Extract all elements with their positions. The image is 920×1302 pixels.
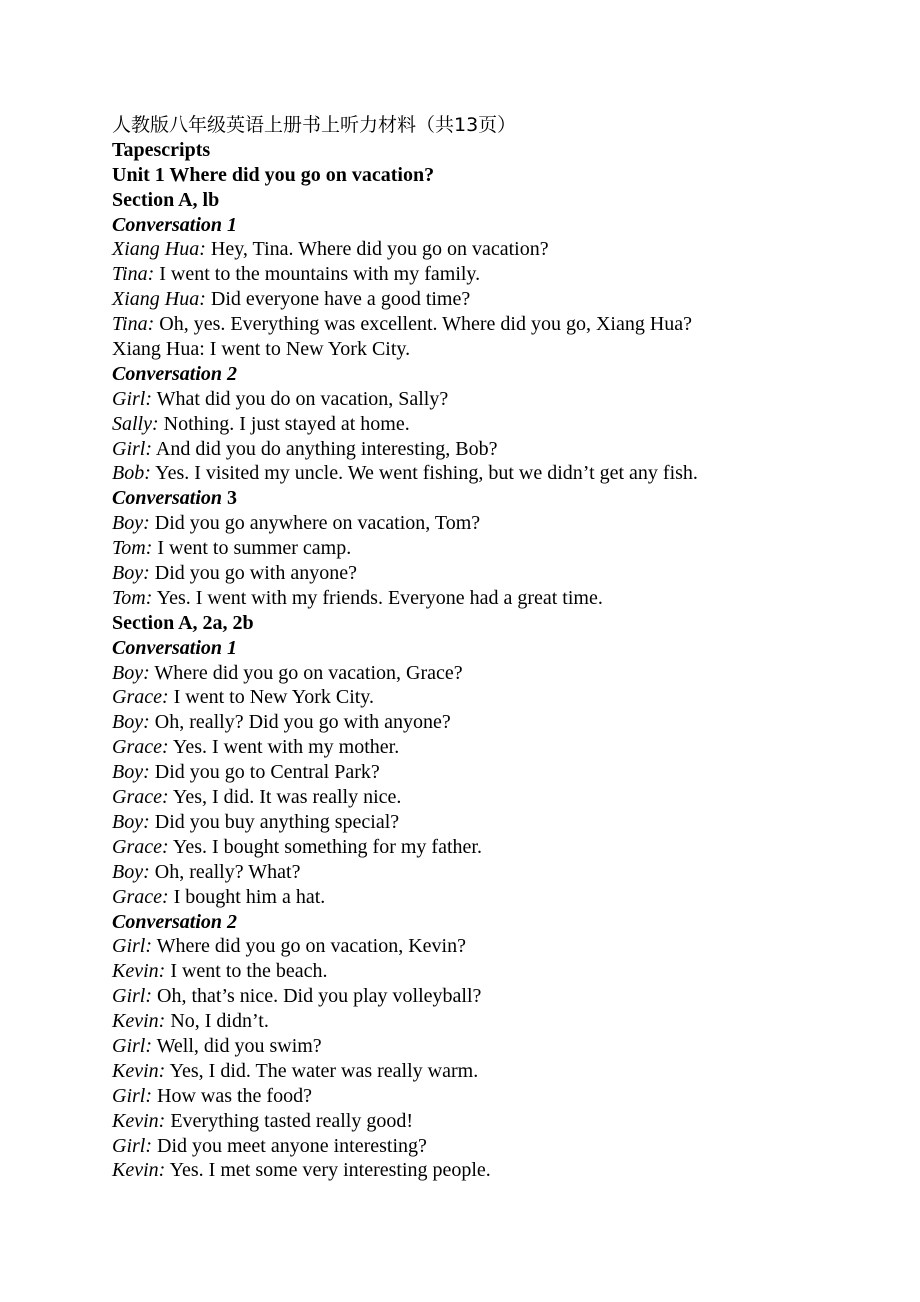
conversation-lines bbox=[112, 661, 892, 910]
dialogue-line bbox=[112, 511, 892, 536]
dialogue-line bbox=[112, 710, 892, 735]
dialogue-text: How was the food? bbox=[152, 1084, 312, 1107]
speaker-name: Bob: bbox=[112, 462, 151, 485]
speaker-name: Boy: bbox=[112, 860, 150, 883]
speaker-name: Boy: bbox=[112, 711, 150, 734]
dialogue-text: Yes, I did. It was really nice. bbox=[168, 786, 402, 809]
dialogue-line bbox=[112, 1134, 892, 1159]
tapescripts-heading: Tapescripts bbox=[112, 138, 211, 161]
dialogue-text: Oh, really? What? bbox=[149, 860, 301, 883]
dialogue-text: Oh, yes. Everything was excellent. Where did you go, Xiang Hua? bbox=[154, 313, 693, 336]
dialogue-text: Yes. I visited my uncle. We went fishing, but we didn’t get any fish. bbox=[150, 462, 698, 485]
dialogue-line bbox=[112, 1084, 892, 1109]
dialogue-line bbox=[112, 1109, 892, 1134]
dialogue-text: I went to New York City. bbox=[168, 686, 375, 709]
dialogue-line bbox=[112, 1009, 892, 1034]
dialogue-line bbox=[112, 661, 892, 686]
speaker-name: Girl: bbox=[112, 387, 152, 410]
dialogue-line bbox=[112, 262, 892, 287]
dialogue-line bbox=[112, 885, 892, 910]
dialogue-text: Did everyone have a good time? bbox=[205, 288, 471, 311]
speaker-name: Boy: bbox=[112, 512, 150, 535]
dialogue-line bbox=[112, 860, 892, 885]
speaker-name: Sally: bbox=[112, 412, 159, 435]
dialogue-text: Did you meet anyone interesting? bbox=[152, 1134, 427, 1157]
dialogue-text: Yes. I went with my mother. bbox=[168, 736, 400, 759]
dialogue-text: Yes. I met some very interesting people. bbox=[165, 1159, 491, 1182]
dialogue-line bbox=[112, 437, 892, 462]
speaker-name: Boy: bbox=[112, 562, 150, 585]
speaker-name: Girl: bbox=[112, 985, 152, 1008]
dialogue-line bbox=[112, 586, 892, 611]
dialogue-text: I bought him a hat. bbox=[168, 885, 326, 908]
speaker-name: Kevin: bbox=[112, 1109, 166, 1132]
speaker-name: Grace: bbox=[112, 686, 169, 709]
conversation-title: Conversation 1 bbox=[112, 213, 238, 236]
speaker-name: Xiang Hua: bbox=[112, 238, 206, 261]
dialogue-line bbox=[112, 984, 892, 1009]
speaker-name: Kevin: bbox=[112, 1010, 166, 1033]
dialogue-text: No, I didn’t. bbox=[165, 1010, 269, 1033]
dialogue-text: Did you buy anything special? bbox=[149, 810, 400, 833]
dialogue-text: Yes. I went with my friends. Everyone had a great time. bbox=[152, 586, 603, 609]
speaker-name: Tom: bbox=[112, 586, 153, 609]
dialogue-line bbox=[112, 337, 892, 362]
conversation-lines bbox=[112, 511, 892, 611]
conversation-title bbox=[112, 486, 892, 511]
speaker-name: Girl: bbox=[112, 935, 152, 958]
dialogue-line bbox=[112, 1034, 892, 1059]
dialogue-text: Nothing. I just stayed at home. bbox=[158, 412, 410, 435]
dialogue-line bbox=[112, 387, 892, 412]
conversation-title: Conversation 2 bbox=[112, 362, 238, 385]
speaker-name: Grace: bbox=[112, 835, 169, 858]
dialogue-text: Hey, Tina. Where did you go on vacation? bbox=[205, 238, 549, 261]
dialogue-line bbox=[112, 1158, 892, 1183]
dialogue-text: Oh, that’s nice. Did you play volleyball? bbox=[152, 985, 482, 1008]
dialogue-line bbox=[112, 810, 892, 835]
speaker-name: Boy: bbox=[112, 761, 150, 784]
dialogue-text: What did you do on vacation, Sally? bbox=[152, 387, 449, 410]
dialogue-text: Well, did you swim? bbox=[152, 1034, 322, 1057]
dialogue-text: And did you do anything interesting, Bob? bbox=[152, 437, 498, 460]
speaker-name: Boy: bbox=[112, 810, 150, 833]
speaker-name: Girl: bbox=[112, 1034, 152, 1057]
dialogue-text: Did you go anywhere on vacation, Tom? bbox=[149, 512, 481, 535]
conversation-title: Conversation 1 bbox=[112, 636, 238, 659]
dialogue-text: Did you go to Central Park? bbox=[149, 761, 380, 784]
unit-title: Unit 1 Where did you go on vacation? bbox=[112, 163, 435, 186]
dialogue-text: I went to summer camp. bbox=[152, 537, 352, 560]
speaker-name: Grace: bbox=[112, 885, 169, 908]
speaker-name: Tina: bbox=[112, 313, 155, 336]
dialogue-line bbox=[112, 561, 892, 586]
speaker-name: Grace: bbox=[112, 736, 169, 759]
speaker-name: Kevin: bbox=[112, 1059, 166, 1082]
dialogue-line bbox=[112, 785, 892, 810]
dialogue-text: Yes, I did. The water was really warm. bbox=[165, 1059, 479, 1082]
conversation-lines bbox=[112, 387, 892, 487]
section-title: Section A, 2a, 2b bbox=[112, 611, 254, 634]
speaker-name: Grace: bbox=[112, 786, 169, 809]
document-title: 人教版八年级英语上册书上听力材料（共13页） bbox=[112, 114, 517, 136]
dialogue-text: Where did you go on vacation, Grace? bbox=[149, 661, 463, 684]
dialogue-line bbox=[112, 412, 892, 437]
dialogue-line bbox=[112, 959, 892, 984]
dialogue-text: Everything tasted really good! bbox=[165, 1109, 414, 1132]
dialogue-line bbox=[112, 760, 892, 785]
dialogue-line bbox=[112, 735, 892, 760]
speaker-name: Girl: bbox=[112, 437, 152, 460]
speaker-name: Girl: bbox=[112, 1134, 152, 1157]
speaker-name: Girl: bbox=[112, 1084, 152, 1107]
dialogue-line bbox=[112, 1059, 892, 1084]
dialogue-text: Where did you go on vacation, Kevin? bbox=[152, 935, 466, 958]
dialogue-line bbox=[112, 461, 892, 486]
dialogue-line bbox=[112, 237, 892, 262]
dialogue-text: I went to the beach. bbox=[165, 960, 328, 983]
dialogue-line bbox=[112, 312, 892, 337]
speaker-name: Kevin: bbox=[112, 1159, 166, 1182]
dialogue-text: Did you go with anyone? bbox=[149, 562, 357, 585]
speaker-name: Tom: bbox=[112, 537, 153, 560]
conversation-lines bbox=[112, 237, 892, 361]
document-page bbox=[112, 113, 892, 1183]
dialogue-text: Yes. I bought something for my father. bbox=[168, 835, 482, 858]
dialogue-line bbox=[112, 934, 892, 959]
speaker-name: Tina: bbox=[112, 263, 155, 286]
conversation-title-number: 3 bbox=[222, 487, 238, 510]
conversation-lines bbox=[112, 934, 892, 1183]
dialogue-text: I went to the mountains with my family. bbox=[154, 263, 481, 286]
speaker-name: Xiang Hua: bbox=[112, 288, 206, 311]
conversation-title: Conversation 2 bbox=[112, 910, 238, 933]
dialogue-text: Xiang Hua: I went to New York City. bbox=[112, 338, 411, 361]
conversation-title-word: Conversation bbox=[112, 487, 223, 510]
dialogue-text: Oh, really? Did you go with anyone? bbox=[149, 711, 451, 734]
dialogue-line bbox=[112, 835, 892, 860]
section-title: Section A, lb bbox=[112, 188, 220, 211]
dialogue-line bbox=[112, 536, 892, 561]
dialogue-line bbox=[112, 287, 892, 312]
speaker-name: Kevin: bbox=[112, 960, 166, 983]
dialogue-line bbox=[112, 685, 892, 710]
speaker-name: Boy: bbox=[112, 661, 150, 684]
